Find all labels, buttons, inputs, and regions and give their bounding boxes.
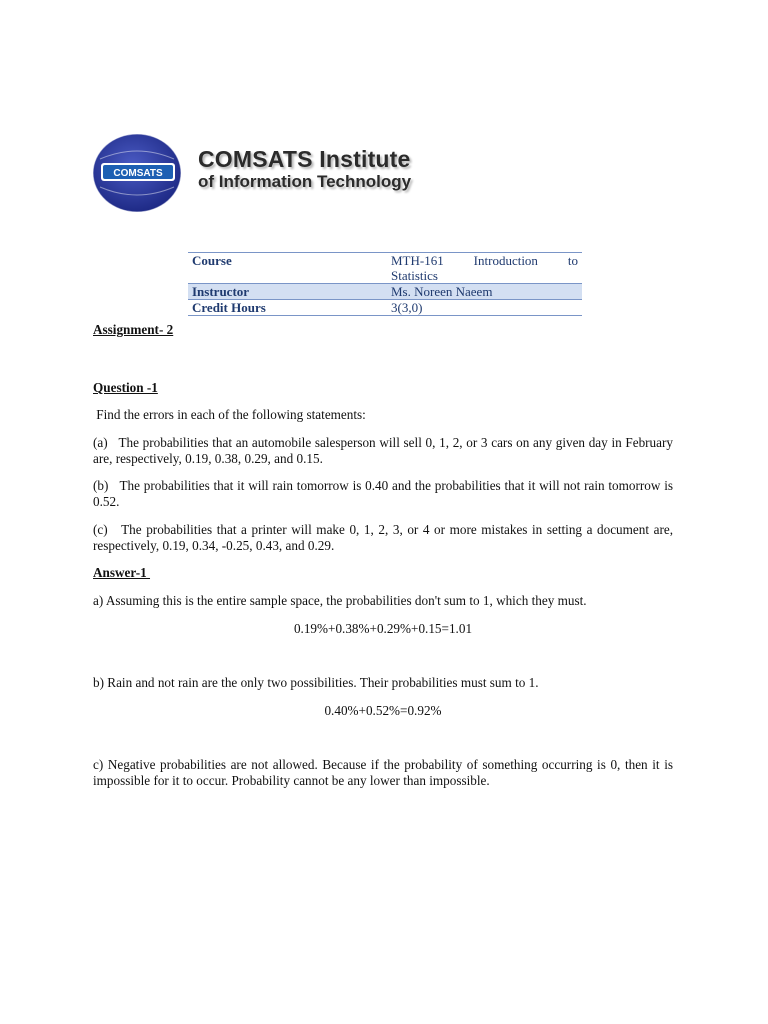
logo-wordmark: [198, 147, 458, 192]
logo-line1: COMSATS Institute: [198, 146, 411, 172]
table-row: [188, 300, 582, 316]
table-row: [188, 253, 582, 284]
table-row: [188, 284, 582, 300]
answer-c-text: c) Negative probabilities are not allowed. Because if the probability of something occurring is 0, then it is impossible for it to occur. Probability cannot be any lower than impossible.: [93, 757, 673, 788]
credit-hours-label: Credit Hours: [192, 300, 266, 315]
logo-badge-text: COMSATS: [113, 168, 163, 179]
answer-b-text: b) Rain and not rain are the only two possibilities. Their probabilities must sum to 1.: [93, 675, 539, 690]
logo-line2: of Information Technology: [198, 172, 412, 191]
question-item-c: (c) The probabilities that a printer will make 0, 1, 2, 3, or 4 or more mistakes in setting a document are, respectively, 0.19, 0.34, -0.25, 0.43, and 0.29.: [93, 522, 677, 553]
answer-a-formula: 0.19%+0.38%+0.29%+0.15=1.01: [293, 621, 473, 636]
answer-heading: Answer-1: [93, 565, 151, 580]
comsats-globe-icon: [92, 133, 188, 213]
course-info-table: [188, 252, 582, 316]
question-intro: Find the errors in each of the following statements:: [93, 407, 366, 422]
instructor-label: Instructor: [188, 284, 387, 300]
comsats-logo: [92, 133, 452, 213]
course-value-line2: Statistics: [391, 268, 438, 283]
question-heading: Question -1: [93, 380, 158, 395]
answer-b-formula: 0.40%+0.52%=0.92%: [324, 703, 442, 718]
question-item-a: (a) The probabilities that an automobile salesperson will sell 0, 1, 2, or 3 cars on any given day in February are, respectively, 0.19, 0.38, 0.29, and 0.15.: [93, 435, 677, 466]
course-value: [387, 253, 582, 284]
assignment-heading: Assignment- 2: [93, 322, 174, 337]
question-item-b: (b) The probabilities that it will rain tomorrow is 0.40 and the probabilities that it will not rain tomorrow is 0.52.: [93, 478, 677, 509]
course-value-line1: MTH-161 Introduction to: [391, 253, 578, 268]
answer-a-text: a) Assuming this is the entire sample space, the probabilities don't sum to 1, which they must.: [93, 593, 587, 608]
course-label: Course: [192, 253, 232, 268]
credit-hours-value: 3(3,0): [391, 300, 423, 315]
instructor-value: Ms. Noreen Naeem: [387, 284, 582, 300]
